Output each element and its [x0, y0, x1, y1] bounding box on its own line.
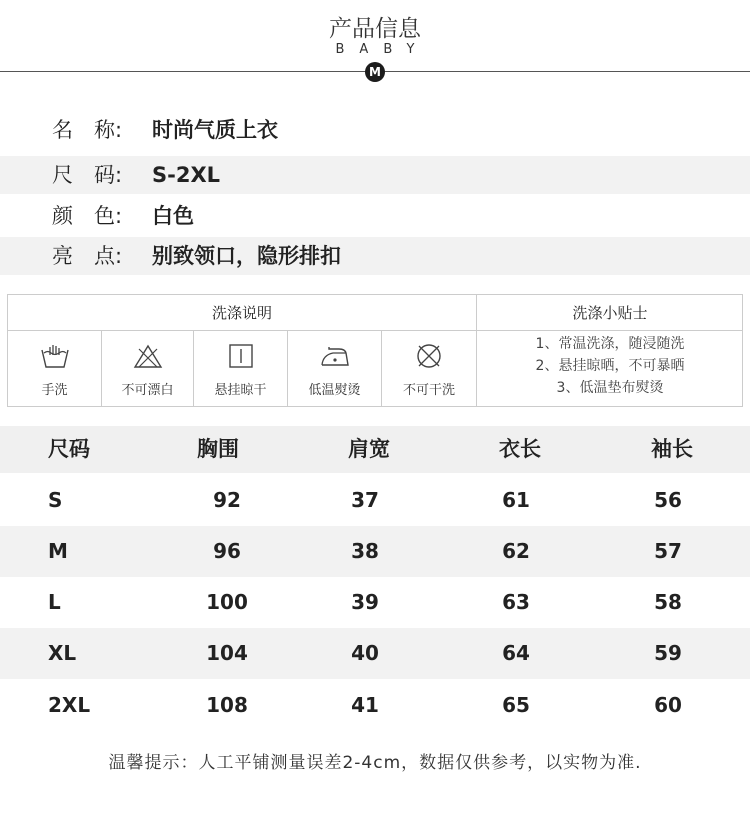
page-subtitle: BABY [335, 42, 430, 57]
no-bleach-icon [132, 341, 164, 371]
info-value: 时尚气质上衣 [152, 118, 278, 142]
table-cell: 40 [351, 641, 379, 665]
table-cell: 104 [206, 641, 248, 665]
info-value: 别致领口，隐形排扣 [152, 244, 341, 268]
table-cell: S [48, 488, 63, 512]
table-cell: 2XL [48, 693, 91, 717]
table-cell: 63 [502, 590, 530, 614]
table-cell: M [48, 539, 68, 563]
table-cell: L [48, 590, 61, 614]
info-value: 白色 [152, 204, 194, 228]
wash-label: 悬挂晾干 [214, 383, 267, 398]
table-cell: 61 [502, 488, 530, 512]
info-label: 亮 点: [52, 244, 123, 268]
table-cell: 59 [654, 641, 682, 665]
table-row [0, 577, 750, 628]
wash-tip: 3、低温垫布熨烫 [556, 380, 664, 396]
wash-cell [102, 331, 194, 407]
table-cell: 38 [351, 539, 379, 563]
size-col-header: 胸围 [197, 437, 239, 461]
measurement-note: 温馨提示：人工平铺测量误差2-4cm，数据仅供参考，以实物为准. [108, 753, 642, 773]
wash-instructions-title: 洗涤说明 [8, 295, 476, 331]
table-row [0, 680, 750, 731]
table-cell: 57 [654, 539, 682, 563]
table-cell: 62 [502, 539, 530, 563]
wash-cell [288, 331, 382, 407]
wash-label: 手洗 [41, 383, 68, 398]
no-dry-clean-icon [413, 341, 445, 371]
size-col-header: 尺码 [48, 437, 90, 461]
wash-cell [8, 331, 102, 407]
table-cell: 64 [502, 641, 530, 665]
wash-cell [194, 331, 288, 407]
info-row-name [0, 111, 750, 149]
info-label: 颜 色: [52, 204, 123, 228]
table-cell: 56 [654, 488, 682, 512]
hang-dry-icon [225, 341, 257, 371]
table-cell: 41 [351, 693, 379, 717]
table-cell: XL [48, 641, 77, 665]
wash-label: 不可漂白 [121, 383, 174, 398]
info-label: 尺 码: [52, 163, 123, 187]
wash-tip: 2、悬挂晾晒，不可暴晒 [535, 358, 685, 374]
table-cell: 37 [351, 488, 379, 512]
wash-tips-title: 洗涤小贴士 [477, 295, 743, 331]
wash-label: 不可干洗 [402, 383, 455, 398]
table-row [0, 475, 750, 526]
table-cell: 39 [351, 590, 379, 614]
wash-tip: 1、常温洗涤，随浸随洗 [535, 336, 685, 352]
page-title: 产品信息 [329, 16, 421, 42]
table-cell: 65 [502, 693, 530, 717]
table-cell: 108 [206, 693, 248, 717]
table-cell: 92 [213, 488, 241, 512]
size-col-header: 衣长 [499, 437, 541, 461]
hand-wash-icon [39, 341, 71, 371]
table-cell: 100 [206, 590, 248, 614]
wash-tips [477, 331, 743, 407]
size-table-header [0, 426, 750, 473]
info-row-size [0, 156, 750, 194]
table-row [0, 526, 750, 577]
size-col-header: 肩宽 [348, 437, 390, 461]
low-iron-icon [319, 341, 351, 371]
info-value: S-2XL [152, 163, 221, 187]
size-col-header: 袖长 [651, 437, 693, 461]
table-cell: 60 [654, 693, 682, 717]
table-cell: 58 [654, 590, 682, 614]
table-row [0, 628, 750, 679]
info-row-color [0, 197, 750, 235]
table-cell: 96 [213, 539, 241, 563]
info-label: 名 称: [52, 118, 123, 142]
wash-cell [382, 331, 476, 407]
wash-label: 低温熨烫 [308, 383, 361, 398]
header-badge: M [365, 62, 385, 82]
wash-instructions-table [7, 294, 743, 407]
info-row-highlight [0, 237, 750, 275]
